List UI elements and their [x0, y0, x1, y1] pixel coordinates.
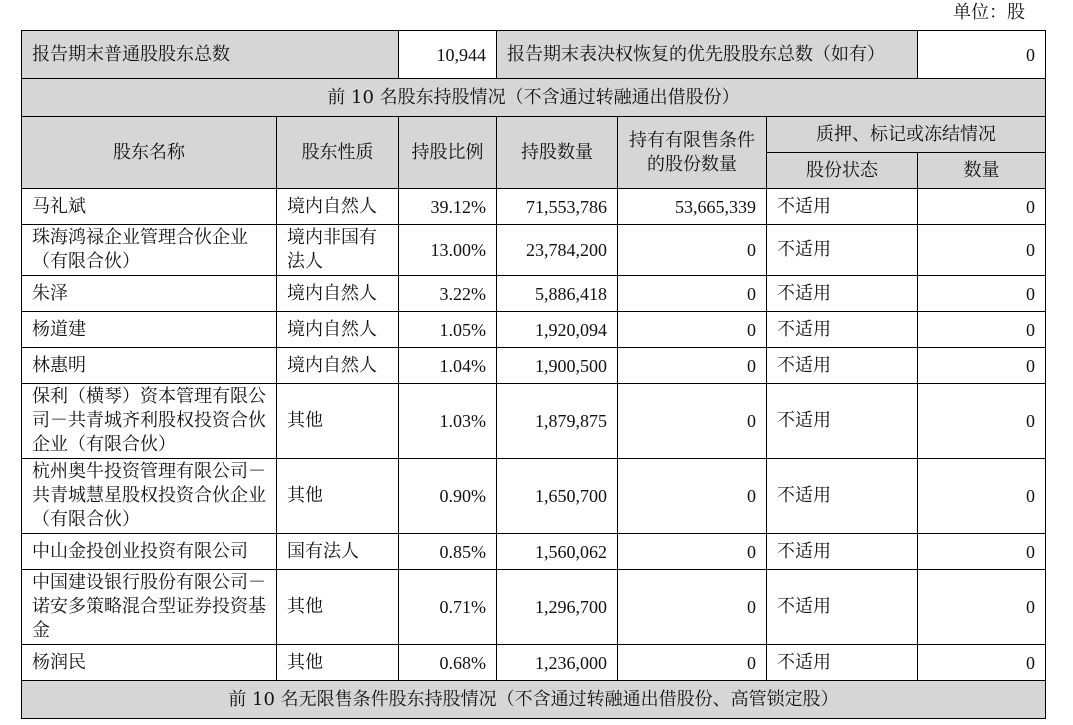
- restricted-quantity: 0: [618, 534, 767, 570]
- holding-ratio: 1.03%: [399, 384, 497, 459]
- summary-row: [22, 31, 1046, 79]
- holding-ratio: 3.22%: [399, 276, 497, 312]
- pledged-amount: 0: [918, 312, 1046, 348]
- shareholder-name: 珠海鸿禄企业管理合伙企业（有限合伙）: [22, 225, 277, 276]
- pledged-amount: 0: [918, 189, 1046, 225]
- table-row: [22, 348, 1046, 384]
- col-header-ratio: 持股比例: [399, 117, 497, 189]
- restricted-quantity: 53,665,339: [618, 189, 767, 225]
- table-row: [22, 645, 1046, 681]
- holding-quantity: 1,296,700: [497, 570, 618, 645]
- share-status: 不适用: [767, 276, 918, 312]
- restricted-quantity: 0: [618, 384, 767, 459]
- share-status: 不适用: [767, 189, 918, 225]
- table-row: [22, 459, 1046, 534]
- share-status: 不适用: [767, 312, 918, 348]
- col-header-name: 股东名称: [22, 117, 277, 189]
- share-status: 不适用: [767, 570, 918, 645]
- shareholder-name: 杭州奥牛投资管理有限公司－共青城慧星股权投资合伙企业（有限合伙）: [22, 459, 277, 534]
- shareholder-nature: 其他: [277, 384, 399, 459]
- col-header-status: 股份状态: [767, 153, 918, 189]
- shareholder-name: 林惠明: [22, 348, 277, 384]
- section-unrestricted-title: 前 10 名无限售条件股东持股情况（不含通过转融通出借股份、高管锁定股）: [22, 681, 1046, 719]
- shareholder-nature: 境内非国有法人: [277, 225, 399, 276]
- holding-ratio: 1.05%: [399, 312, 497, 348]
- share-status: 不适用: [767, 384, 918, 459]
- holding-quantity: 71,553,786: [497, 189, 618, 225]
- section-header-row: [22, 79, 1046, 117]
- share-status: 不适用: [767, 348, 918, 384]
- share-status: 不适用: [767, 225, 918, 276]
- column-header-row: [22, 117, 1046, 153]
- share-status: 不适用: [767, 645, 918, 681]
- section-top10-title: 前 10 名股东持股情况（不含通过转融通出借股份）: [22, 79, 1046, 117]
- shareholder-name: 杨道建: [22, 312, 277, 348]
- col-header-restricted: 持有有限售条件的股份数量: [618, 117, 767, 189]
- holding-ratio: 0.68%: [399, 645, 497, 681]
- pledged-amount: 0: [918, 645, 1046, 681]
- restricted-quantity: 0: [618, 225, 767, 276]
- restricted-quantity: 0: [618, 348, 767, 384]
- col-header-nature: 股东性质: [277, 117, 399, 189]
- table-row: [22, 189, 1046, 225]
- pledged-amount: 0: [918, 225, 1046, 276]
- restricted-quantity: 0: [618, 312, 767, 348]
- pledged-amount: 0: [918, 534, 1046, 570]
- holding-quantity: 23,784,200: [497, 225, 618, 276]
- preferred-holders-label: 报告期末表决权恢复的优先股股东总数（如有）: [497, 31, 918, 79]
- shareholder-name: 保利（横琴）资本管理有限公司－共青城齐利股权投资合伙企业（有限合伙）: [22, 384, 277, 459]
- total-holders-label: 报告期末普通股股东总数: [22, 31, 399, 79]
- shareholder-nature: 境内自然人: [277, 348, 399, 384]
- preferred-holders-value: 0: [918, 31, 1046, 79]
- restricted-quantity: 0: [618, 276, 767, 312]
- pledged-amount: 0: [918, 570, 1046, 645]
- holding-ratio: 0.71%: [399, 570, 497, 645]
- shareholder-nature: 其他: [277, 459, 399, 534]
- table-row: [22, 225, 1046, 276]
- shareholder-nature: 其他: [277, 570, 399, 645]
- col-header-amount: 数量: [918, 153, 1046, 189]
- table-row: [22, 384, 1046, 459]
- col-header-pledge: 质押、标记或冻结情况: [767, 117, 1046, 153]
- holding-ratio: 1.04%: [399, 348, 497, 384]
- shareholder-nature: 其他: [277, 645, 399, 681]
- shareholder-name: 杨润民: [22, 645, 277, 681]
- pledged-amount: 0: [918, 348, 1046, 384]
- holding-quantity: 1,236,000: [497, 645, 618, 681]
- holding-quantity: 1,900,500: [497, 348, 618, 384]
- shareholder-name: 中国建设银行股份有限公司－诺安多策略混合型证券投资基金: [22, 570, 277, 645]
- share-status: 不适用: [767, 534, 918, 570]
- table-row: [22, 276, 1046, 312]
- restricted-quantity: 0: [618, 459, 767, 534]
- shareholder-name: 马礼斌: [22, 189, 277, 225]
- table-row: [22, 312, 1046, 348]
- shareholder-name: 朱泽: [22, 276, 277, 312]
- table-row: [22, 570, 1046, 645]
- shareholder-nature: 境内自然人: [277, 276, 399, 312]
- section-header-row: [22, 681, 1046, 719]
- holding-quantity: 1,920,094: [497, 312, 618, 348]
- shareholder-nature: 境内自然人: [277, 312, 399, 348]
- holding-ratio: 13.00%: [399, 225, 497, 276]
- holding-quantity: 5,886,418: [497, 276, 618, 312]
- shareholder-nature: 国有法人: [277, 534, 399, 570]
- pledged-amount: 0: [918, 384, 1046, 459]
- holding-quantity: 1,879,875: [497, 384, 618, 459]
- col-header-qty: 持股数量: [497, 117, 618, 189]
- restricted-quantity: 0: [618, 570, 767, 645]
- holding-ratio: 0.90%: [399, 459, 497, 534]
- holding-quantity: 1,650,700: [497, 459, 618, 534]
- holding-ratio: 0.85%: [399, 534, 497, 570]
- shareholder-table: [21, 30, 1046, 719]
- holding-quantity: 1,560,062: [497, 534, 618, 570]
- shareholder-nature: 境内自然人: [277, 189, 399, 225]
- table-row: [22, 534, 1046, 570]
- pledged-amount: 0: [918, 276, 1046, 312]
- shareholder-name: 中山金投创业投资有限公司: [22, 534, 277, 570]
- total-holders-value: 10,944: [399, 31, 497, 79]
- share-status: 不适用: [767, 459, 918, 534]
- pledged-amount: 0: [918, 459, 1046, 534]
- holding-ratio: 39.12%: [399, 189, 497, 225]
- unit-label: 单位：股: [953, 2, 1025, 23]
- restricted-quantity: 0: [618, 645, 767, 681]
